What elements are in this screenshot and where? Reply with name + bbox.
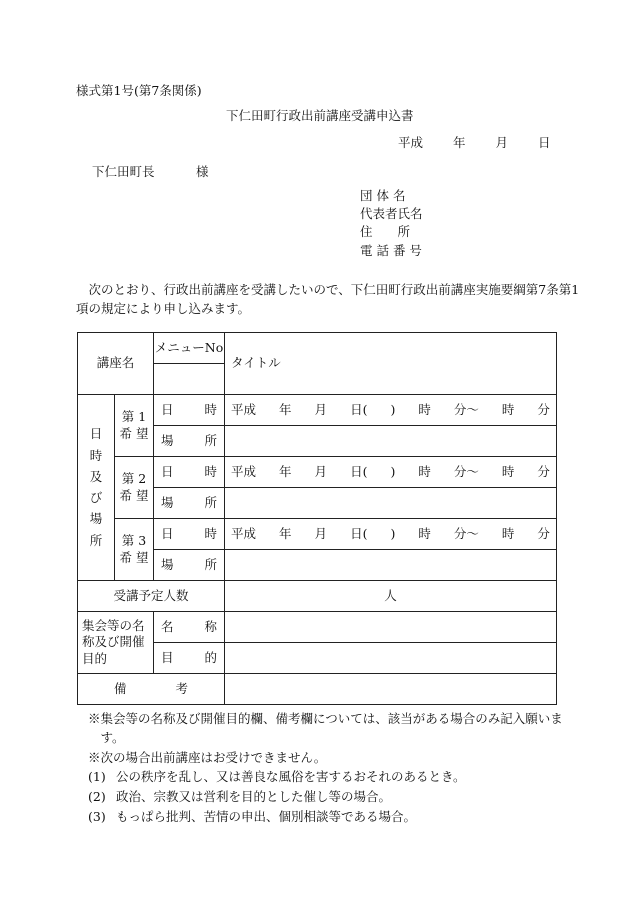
address-label: 住 所 <box>360 224 411 239</box>
menu-no-field[interactable] <box>154 364 225 395</box>
addressee: 下仁田町長 <box>92 164 155 179</box>
form-number: 様式第1号(第7条関係) <box>76 83 202 98</box>
representative-label: 代表者氏名 <box>360 206 423 221</box>
choice-3-datetime-field[interactable]: 平成 年 月 日( ) 時 分～ 時 分 <box>225 519 557 550</box>
choice-3-place-field[interactable] <box>225 550 557 581</box>
choice-1-label: 第 1 希 望 <box>115 395 154 457</box>
phone-label: 電 話 番 号 <box>360 243 422 258</box>
choice-1-datetime-label: 日 時 <box>154 395 225 426</box>
note-item: (2) 政治、宗教又は営利を目的とした催し等の場合。 <box>88 789 392 804</box>
choice-1-datetime-field[interactable]: 平成 年 月 日( ) 時 分～ 時 分 <box>225 395 557 426</box>
choice-2-datetime-field[interactable]: 平成 年 月 日( ) 時 分～ 時 分 <box>225 457 557 488</box>
date-place-label: 日 時 及 び 場 所 <box>78 395 115 581</box>
group-name-label: 団 体 名 <box>360 188 406 203</box>
meeting-purpose-label: 目 的 <box>154 643 225 674</box>
choice-3-label: 第 3 希 望 <box>115 519 154 581</box>
choice-3-place-label: 場 所 <box>154 550 225 581</box>
remarks-label: 備 考 <box>78 674 225 705</box>
form-title: 下仁田町行政出前講座受講申込書 <box>226 108 414 123</box>
title-field[interactable] <box>225 333 557 395</box>
choice-2-place-field[interactable] <box>225 488 557 519</box>
title-label: タイトル <box>231 355 281 371</box>
choice-2-place-label: 場 所 <box>154 488 225 519</box>
date-line <box>398 137 550 150</box>
choice-3-datetime-label: 日 時 <box>154 519 225 550</box>
note-1-line-2: す。 <box>88 729 125 745</box>
note-item: (3) もっぱら批判、苦情の申出、個別相談等である場合。 <box>88 808 417 824</box>
date-month: 月 <box>495 135 508 150</box>
date-era: 平成 <box>398 135 424 150</box>
course-name-label: 講座名 <box>78 333 154 395</box>
date-day: 日 <box>537 135 551 150</box>
meeting-label: 集会等の名 称及び開催 目的 <box>78 612 154 674</box>
meeting-name-label: 名 称 <box>154 612 225 643</box>
menu-no-label: メニューNo <box>154 333 225 364</box>
note-2: ※次の場合出前講座はお受けできません。 <box>88 749 327 765</box>
intro-line-1: 次のとおり、行政出前講座を受講したいので、下仁田町行政出前講座実施要綱第7条第1 <box>76 282 580 297</box>
choice-1-place-label: 場 所 <box>154 426 225 457</box>
attendees-label: 受講予定人数 <box>78 581 225 612</box>
intro-line-2: 項の規定により申し込みます。 <box>76 301 251 316</box>
note-1-line-1: ※集会等の名称及び開催目的欄、備考欄については、該当がある場合のみ記入願いま <box>88 711 563 726</box>
meeting-name-field[interactable] <box>225 612 557 643</box>
date-year: 年 <box>452 135 466 150</box>
attendees-unit: 人 <box>384 587 397 603</box>
choice-2-label: 第 2 希 望 <box>115 457 154 519</box>
remarks-field[interactable] <box>225 674 557 705</box>
application-table <box>77 332 557 705</box>
attendees-field[interactable] <box>225 581 557 612</box>
notes-block <box>88 710 568 827</box>
choice-1-place-field[interactable] <box>225 426 557 457</box>
honorific: 様 <box>196 164 209 179</box>
note-item: (1) 公の秩序を乱し、又は善良な風俗を害するおそれのあるとき。 <box>88 769 466 785</box>
meeting-purpose-field[interactable] <box>225 643 557 674</box>
choice-2-datetime-label: 日 時 <box>154 457 225 488</box>
